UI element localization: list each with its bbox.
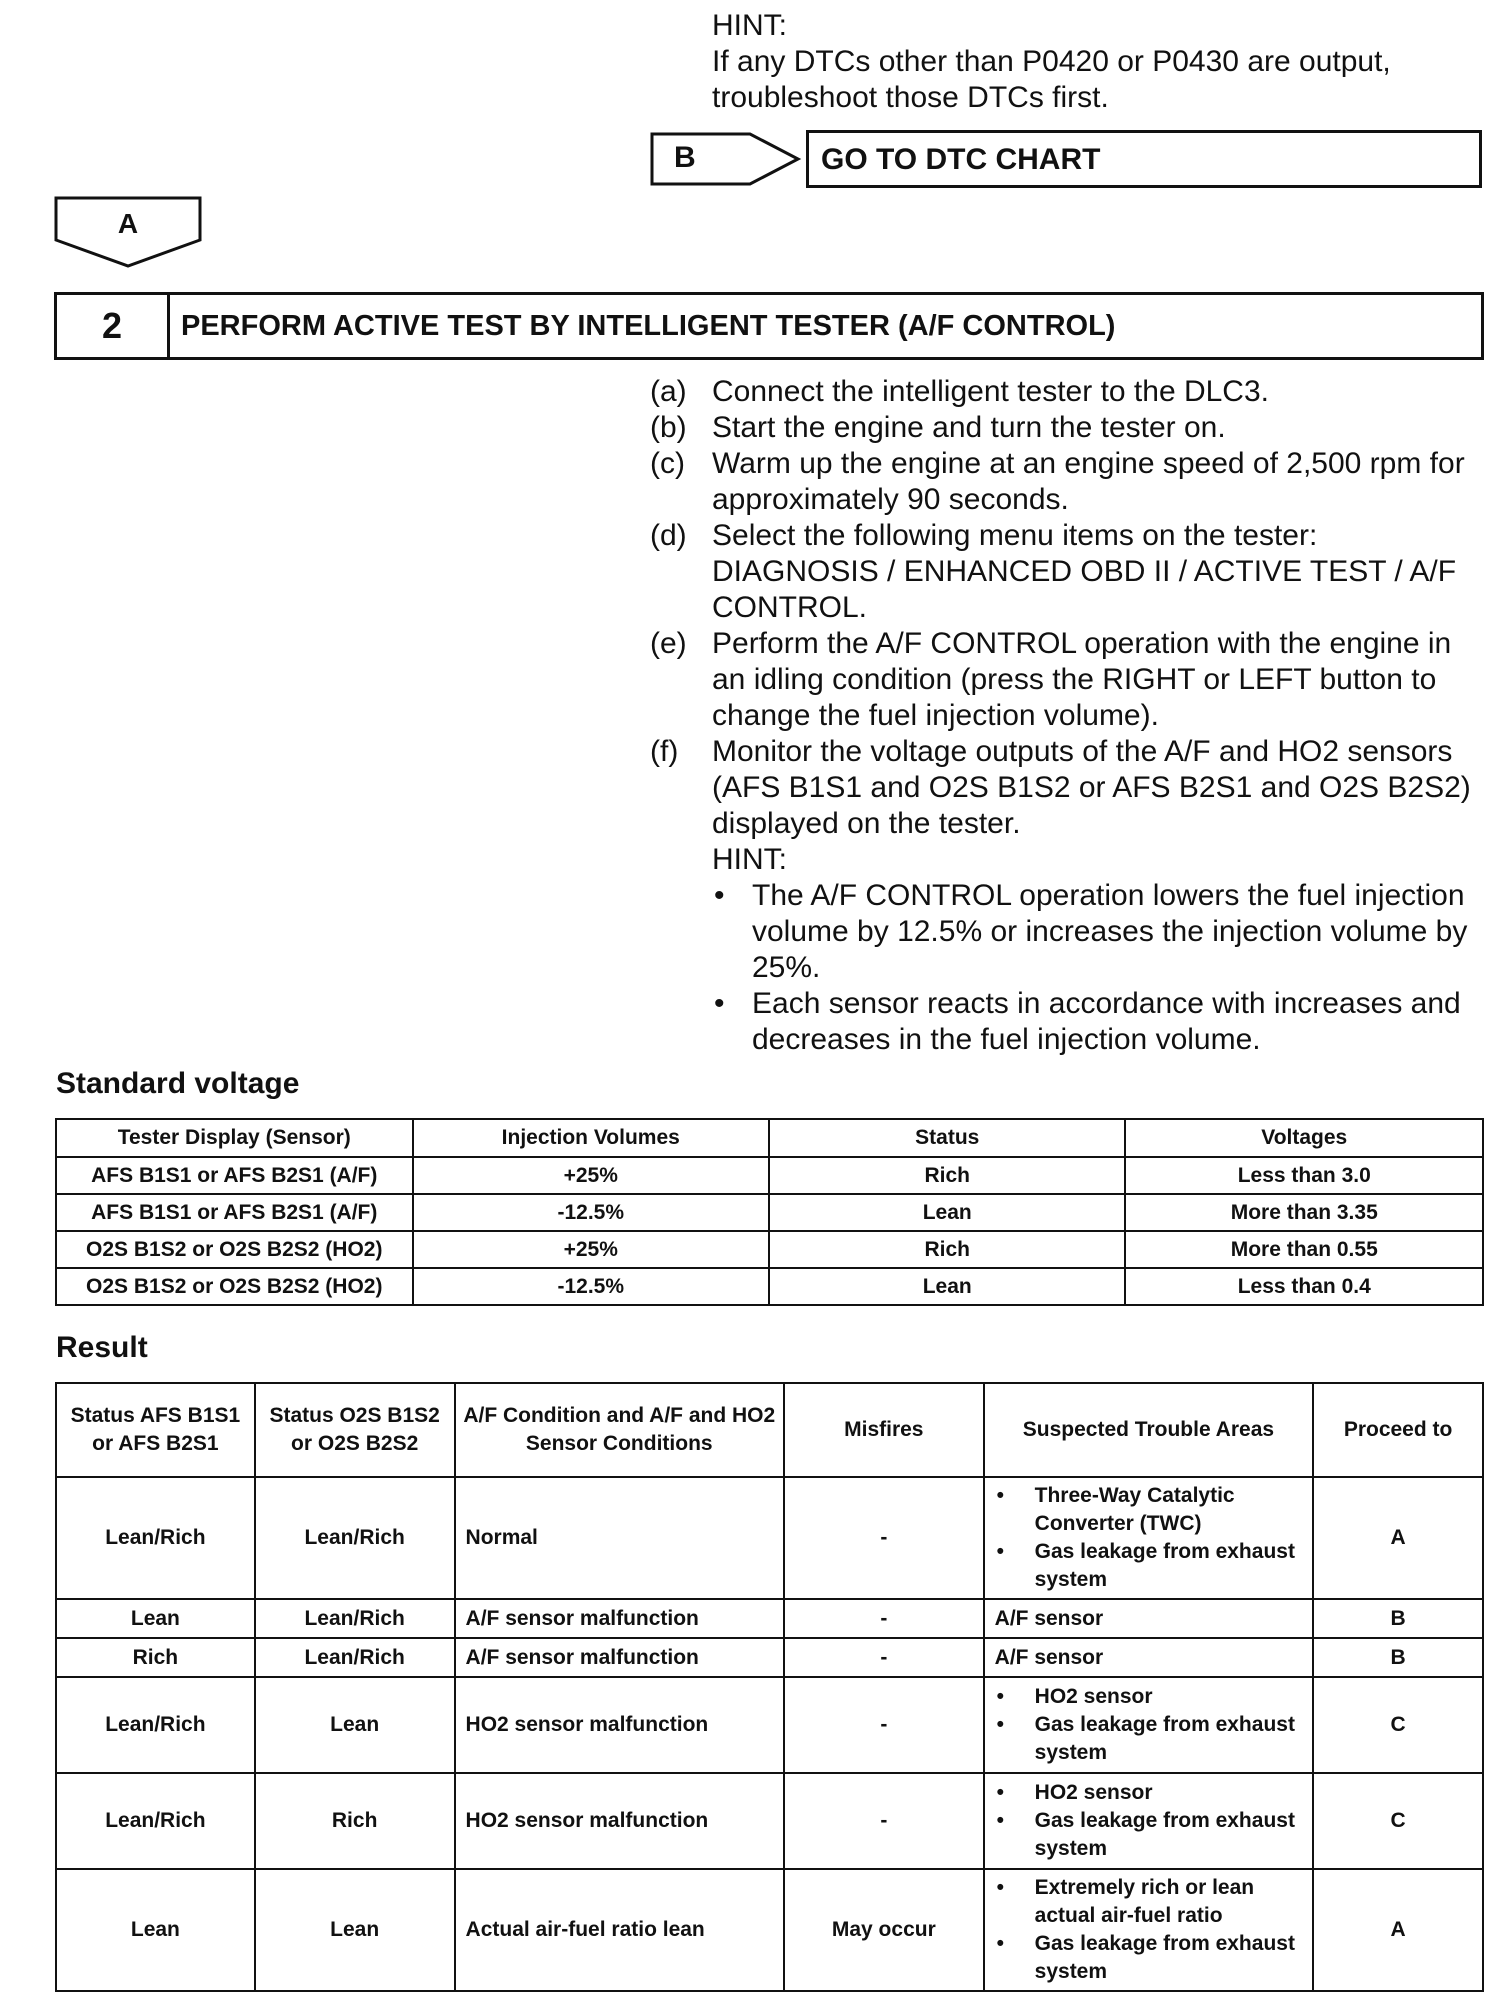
status-afs-cell: Lean/Rich	[56, 1773, 255, 1869]
hint-bullet	[712, 986, 1486, 1058]
table-cell: More than 0.55	[1125, 1231, 1483, 1268]
table-cell: Less than 3.0	[1125, 1157, 1483, 1194]
bullet-icon: •	[996, 1484, 1005, 1507]
misfires-cell: May occur	[784, 1869, 984, 1991]
table-row	[56, 1231, 1483, 1268]
procedure-text: Monitor the voltage outputs of the A/F and HO2 sensors (AFS B1S1 and O2S B1S2 or AFS B2S1 and O2S B2S2) displayed on the tester.	[712, 735, 1471, 840]
table-row	[56, 1268, 1483, 1305]
table-cell: Lean	[769, 1268, 1125, 1305]
proceed-to-cell: B	[1313, 1638, 1483, 1677]
trouble-area-item	[995, 1683, 1303, 1711]
table-row	[56, 1869, 1483, 1991]
trouble-area-text: Gas leakage from exhaust system	[1034, 1932, 1295, 1983]
proceed-to-cell: B	[1313, 1599, 1483, 1638]
table-cell: Rich	[769, 1231, 1125, 1268]
table-cell: O2S B1S2 or O2S B2S2 (HO2)	[56, 1268, 413, 1305]
hint-bullet-text: Each sensor reacts in accordance with increases and decreases in the fuel injection volume.	[752, 987, 1461, 1056]
trouble-area-text: HO2 sensor	[1034, 1685, 1153, 1708]
status-o2s-cell: Lean/Rich	[255, 1599, 455, 1638]
table-cell: Rich	[769, 1157, 1125, 1194]
column-header: Status O2S B1S2 or O2S B2S2	[255, 1383, 455, 1477]
procedure-list	[650, 374, 1486, 1058]
trouble-areas-cell: A/F sensor	[984, 1599, 1314, 1638]
column-header: Status	[769, 1119, 1125, 1157]
top-hint	[712, 8, 1472, 116]
column-header: Status AFS B1S1 or AFS B2S1	[56, 1383, 255, 1477]
procedure-item	[650, 410, 1486, 446]
table-cell: +25%	[413, 1157, 770, 1194]
trouble-area-item	[995, 1482, 1303, 1538]
table-row	[56, 1599, 1483, 1638]
column-header: Voltages	[1125, 1119, 1483, 1157]
table-cell: O2S B1S2 or O2S B2S2 (HO2)	[56, 1231, 413, 1268]
procedure-item	[650, 446, 1486, 518]
table-row	[56, 1477, 1483, 1599]
bullet-icon: •	[996, 1932, 1005, 1955]
procedure-key: (e)	[650, 627, 687, 660]
procedure-key: (b)	[650, 411, 687, 444]
status-afs-cell: Lean/Rich	[56, 1677, 255, 1773]
procedure-text: Connect the intelligent tester to the DLC3.	[712, 375, 1269, 408]
status-afs-cell: Rich	[56, 1638, 255, 1677]
bullet-icon: •	[996, 1781, 1005, 1804]
trouble-areas-cell	[984, 1677, 1314, 1773]
procedure-item	[650, 626, 1486, 734]
misfires-cell: -	[784, 1638, 984, 1677]
trouble-area-text: Gas leakage from exhaust system	[1034, 1809, 1295, 1860]
branch-b-arrow-tag	[650, 132, 802, 186]
condition-cell: HO2 sensor malfunction	[455, 1773, 784, 1869]
step-heading	[54, 292, 1484, 360]
column-header: Injection Volumes	[413, 1119, 770, 1157]
status-o2s-cell: Lean/Rich	[255, 1477, 455, 1599]
standard-voltage-heading: Standard voltage	[56, 1067, 300, 1100]
condition-cell: A/F sensor malfunction	[455, 1638, 784, 1677]
table-cell: Less than 0.4	[1125, 1268, 1483, 1305]
bullet-icon: •	[714, 879, 725, 912]
column-header: Tester Display (Sensor)	[56, 1119, 413, 1157]
bullet-icon: •	[996, 1713, 1005, 1736]
step-title: PERFORM ACTIVE TEST BY INTELLIGENT TESTER (A/F CONTROL)	[181, 310, 1116, 342]
condition-cell: HO2 sensor malfunction	[455, 1677, 784, 1773]
hint-bullet	[712, 878, 1486, 986]
table-cell: -12.5%	[413, 1268, 770, 1305]
column-header: Misfires	[784, 1383, 984, 1477]
bullet-icon: •	[996, 1876, 1005, 1899]
trouble-area-text: HO2 sensor	[1034, 1781, 1153, 1804]
procedure-key: (d)	[650, 519, 687, 552]
bullet-icon: •	[714, 987, 725, 1020]
trouble-area-text: Gas leakage from exhaust system	[1034, 1713, 1295, 1764]
hint-label: HINT:	[712, 843, 787, 876]
condition-cell: Actual air-fuel ratio lean	[455, 1869, 784, 1991]
hint-label: HINT:	[712, 9, 787, 42]
table-cell: AFS B1S1 or AFS B2S1 (A/F)	[56, 1194, 413, 1231]
trouble-area-item	[995, 1711, 1303, 1767]
column-header: Proceed to	[1313, 1383, 1483, 1477]
trouble-areas-cell	[984, 1773, 1314, 1869]
column-header: Suspected Trouble Areas	[984, 1383, 1314, 1477]
procedure-text: Select the following menu items on the tester: DIAGNOSIS / ENHANCED OBD II / ACTIVE TEST / A/F CONTROL.	[712, 519, 1457, 624]
branch-b-label: B	[674, 141, 696, 174]
trouble-area-text: Extremely rich or lean actual air-fuel ratio	[1034, 1876, 1255, 1927]
table-row	[56, 1194, 1483, 1231]
status-afs-cell: Lean/Rich	[56, 1477, 255, 1599]
status-o2s-cell: Lean/Rich	[255, 1638, 455, 1677]
trouble-area-item	[995, 1874, 1303, 1930]
procedure-item	[650, 518, 1486, 626]
table-cell: Lean	[769, 1194, 1125, 1231]
table-cell: More than 3.35	[1125, 1194, 1483, 1231]
table-cell: -12.5%	[413, 1194, 770, 1231]
proceed-to-cell: C	[1313, 1773, 1483, 1869]
trouble-areas-cell: A/F sensor	[984, 1638, 1314, 1677]
trouble-area-item	[995, 1807, 1303, 1863]
misfires-cell: -	[784, 1677, 984, 1773]
condition-cell: A/F sensor malfunction	[455, 1599, 784, 1638]
table-row	[56, 1773, 1483, 1869]
trouble-area-item	[995, 1930, 1303, 1986]
misfires-cell: -	[784, 1599, 984, 1638]
trouble-area-text: Gas leakage from exhaust system	[1034, 1540, 1295, 1591]
status-o2s-cell: Lean	[255, 1869, 455, 1991]
table-cell: AFS B1S1 or AFS B2S1 (A/F)	[56, 1157, 413, 1194]
procedure-item	[650, 734, 1486, 842]
trouble-areas-cell	[984, 1869, 1314, 1991]
procedure-item	[650, 374, 1486, 410]
status-afs-cell: Lean	[56, 1599, 255, 1638]
procedure-key: (a)	[650, 375, 687, 408]
table-row	[56, 1638, 1483, 1677]
bullet-icon: •	[996, 1809, 1005, 1832]
misfires-cell: -	[784, 1477, 984, 1599]
branch-b-action-box	[806, 130, 1482, 188]
table-header-row	[56, 1119, 1483, 1157]
misfires-cell: -	[784, 1773, 984, 1869]
procedure-key: (f)	[650, 735, 679, 768]
hint-text: If any DTCs other than P0420 or P0430 are output, troubleshoot those DTCs first.	[712, 45, 1391, 114]
table-header-row	[56, 1383, 1483, 1477]
trouble-area-item	[995, 1779, 1303, 1807]
bullet-icon: •	[996, 1540, 1005, 1563]
branch-a-label: A	[117, 208, 139, 239]
procedure-text: Warm up the engine at an engine speed of 2,500 rpm for approximately 90 seconds.	[712, 447, 1465, 516]
bullet-icon: •	[996, 1685, 1005, 1708]
proceed-to-cell: A	[1313, 1869, 1483, 1991]
hint-bullet-text: The A/F CONTROL operation lowers the fuel injection volume by 12.5% or increases the injection volume by 25%.	[752, 879, 1468, 984]
table-row	[56, 1157, 1483, 1194]
condition-cell: Normal	[455, 1477, 784, 1599]
column-header: A/F Condition and A/F and HO2 Sensor Conditions	[455, 1383, 784, 1477]
trouble-areas-cell	[984, 1477, 1314, 1599]
proceed-to-cell: A	[1313, 1477, 1483, 1599]
result-table	[55, 1382, 1484, 1992]
procedure-hint-label	[650, 842, 1486, 878]
procedure-text: Start the engine and turn the tester on.	[712, 411, 1226, 444]
trouble-area-text: Three-Way Catalytic Converter (TWC)	[1034, 1484, 1235, 1535]
procedure-key: (c)	[650, 447, 685, 480]
proceed-to-cell: C	[1313, 1677, 1483, 1773]
status-o2s-cell: Rich	[255, 1773, 455, 1869]
status-afs-cell: Lean	[56, 1869, 255, 1991]
step-number: 2	[57, 295, 170, 357]
table-row	[56, 1677, 1483, 1773]
table-cell: +25%	[413, 1231, 770, 1268]
branch-b-action: GO TO DTC CHART	[821, 143, 1101, 176]
standard-voltage-table	[55, 1118, 1484, 1306]
trouble-area-item	[995, 1538, 1303, 1594]
result-heading: Result	[56, 1331, 148, 1364]
procedure-text: Perform the A/F CONTROL operation with the engine in an idling condition (press the RIGHT or LEFT button to change the fuel injection volume).	[712, 627, 1452, 732]
status-o2s-cell: Lean	[255, 1677, 455, 1773]
